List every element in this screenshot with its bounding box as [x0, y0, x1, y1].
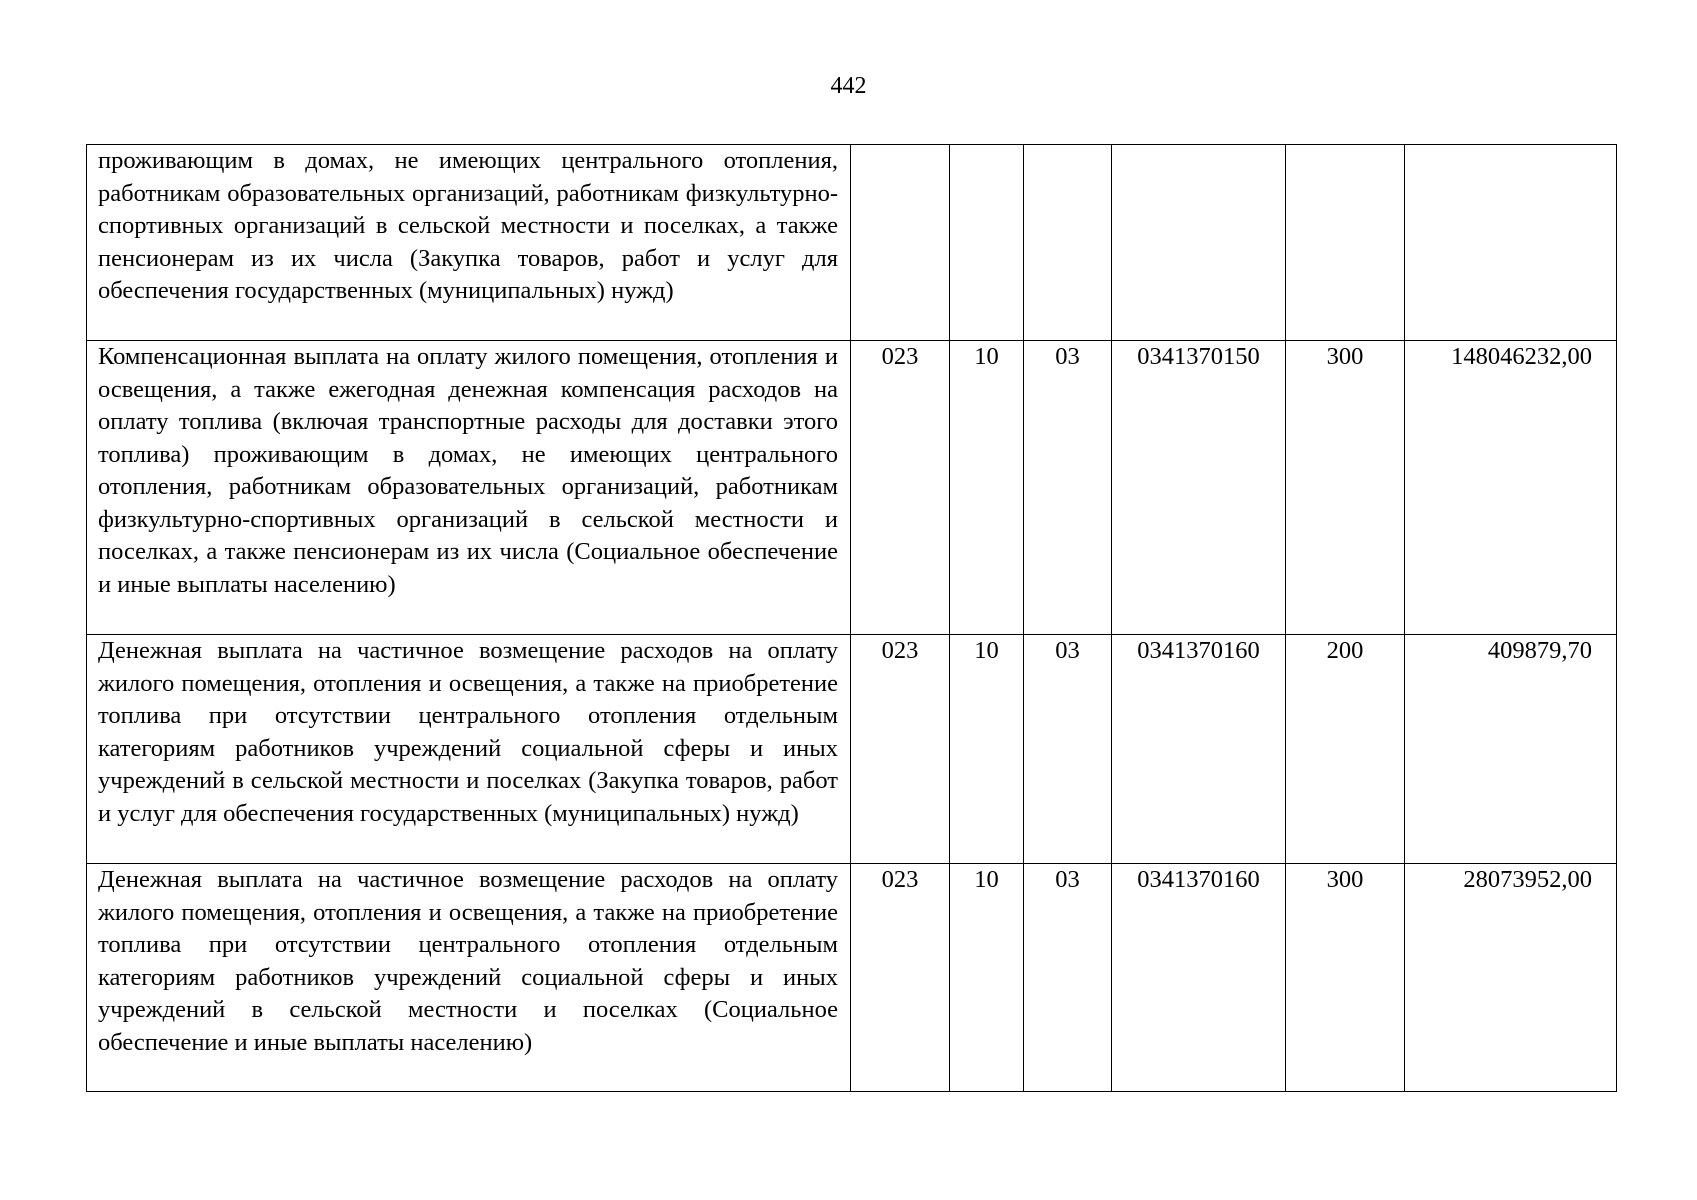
row-sum: 28073952,00	[1405, 864, 1617, 1092]
table-row	[87, 341, 1617, 635]
row-description: Компенсационная выплата на оплату жилого помещения, отопления и освещения, а также ежегодная денежная компенсация расходов на оплату топлива (включая транспортные расходы для доставки этого топлива) проживающим в домах, не имеющих центрального отопления, работникам образовательных организаций, работникам физкультурно-спортивных организаций в сельской местности и поселках, а также пенсионерам из их числа (Социальное обеспечение и иные выплаты населению)	[87, 341, 851, 635]
row-pr-code: 03	[1024, 864, 1112, 1092]
row-gr-code	[851, 145, 950, 341]
row-vr-code	[1286, 145, 1405, 341]
row-rz-code	[950, 145, 1024, 341]
row-rz-code: 10	[950, 635, 1024, 864]
row-pr-code	[1024, 145, 1112, 341]
row-vr-code: 300	[1286, 864, 1405, 1092]
table-row	[87, 635, 1617, 864]
budget-table	[86, 144, 1617, 1092]
page-number: 442	[830, 73, 867, 99]
row-vr-code: 200	[1286, 635, 1405, 864]
table-row	[87, 145, 1617, 341]
row-pr-code: 03	[1024, 341, 1112, 635]
row-description: проживающим в домах, не имеющих центрального отопления, работникам образовательных организаций, работникам физкультурно-спортивных организаций в сельской местности и поселках, а также пенсионерам из их числа (Закупка товаров, работ и услуг для обеспечения государственных (муниципальных) нужд)	[87, 145, 851, 341]
row-gr-code: 023	[851, 864, 950, 1092]
table-row	[87, 864, 1617, 1092]
row-gr-code: 023	[851, 635, 950, 864]
row-sum: 409879,70	[1405, 635, 1617, 864]
row-description: Денежная выплата на частичное возмещение расходов на оплату жилого помещения, отопления и освещения, а также на приобретение топлива при отсутствии центрального отопления отдельным категориям работников учреждений социальной сферы и иных учреждений в сельской местности и поселках (Закупка товаров, работ и услуг для обеспечения государственных (муниципальных) нужд)	[87, 635, 851, 864]
row-gr-code: 023	[851, 341, 950, 635]
row-sum: 148046232,00	[1405, 341, 1617, 635]
row-csr-code: 0341370150	[1112, 341, 1286, 635]
row-rz-code: 10	[950, 341, 1024, 635]
row-rz-code: 10	[950, 864, 1024, 1092]
row-csr-code	[1112, 145, 1286, 341]
row-vr-code: 300	[1286, 341, 1405, 635]
row-csr-code: 0341370160	[1112, 864, 1286, 1092]
row-pr-code: 03	[1024, 635, 1112, 864]
row-sum	[1405, 145, 1617, 341]
row-description: Денежная выплата на частичное возмещение расходов на оплату жилого помещения, отопления и освещения, а также на приобретение топлива при отсутствии центрального отопления отдельным категориям работников учреждений социальной сферы и иных учреждений в сельской местности и поселках (Социальное обеспечение и иные выплаты населению)	[87, 864, 851, 1092]
row-csr-code: 0341370160	[1112, 635, 1286, 864]
